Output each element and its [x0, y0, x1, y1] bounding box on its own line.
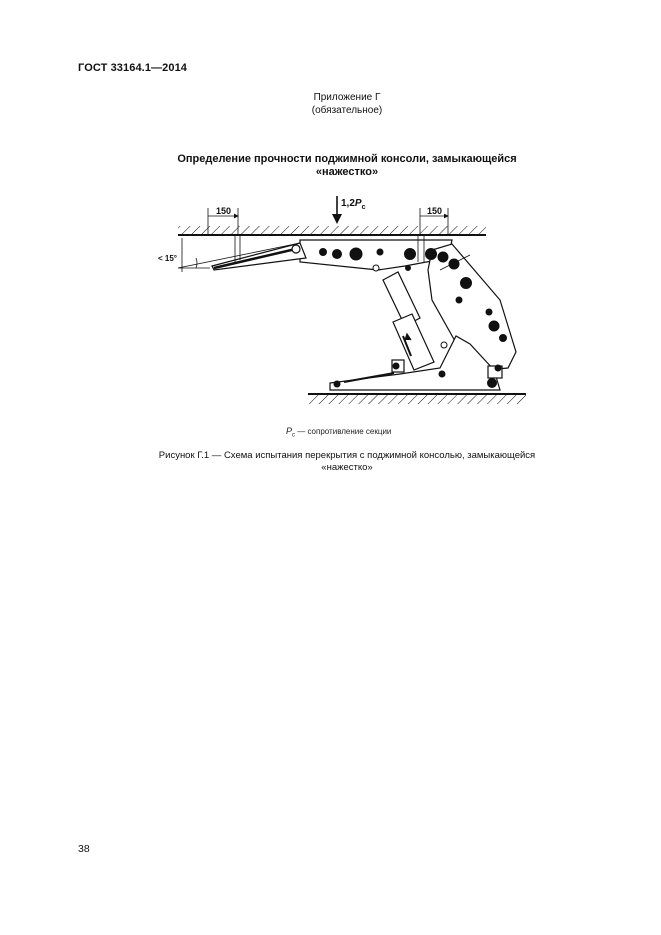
legend-symbol: P	[286, 426, 293, 436]
annex-heading	[0, 91, 661, 117]
figure-caption	[0, 450, 661, 474]
standard-number: ГОСТ 33164.1—2014	[78, 62, 188, 74]
annex-title: Приложение Г	[313, 92, 381, 103]
dimension-left-label: 150	[216, 206, 232, 216]
legend-sub: c	[292, 432, 296, 439]
floor-slab	[308, 394, 526, 404]
force-symbol: P	[354, 198, 362, 209]
angle-label: < 15°	[158, 254, 177, 263]
roof-slab	[178, 226, 486, 235]
force-label	[341, 198, 366, 211]
legend-text: — сопротивление секции	[295, 427, 392, 436]
page-number: 38	[78, 843, 90, 855]
section-title	[0, 153, 661, 179]
hydraulic-leg	[383, 272, 434, 370]
support-test-diagram	[140, 190, 560, 410]
dimension-right-label: 150	[427, 206, 443, 216]
section-title-line2: «нажестко»	[315, 166, 379, 178]
canopy	[212, 236, 452, 270]
section-title-line1: Определение прочности поджимной консоли, замыкающейся	[177, 153, 517, 165]
force-sub: c	[361, 204, 366, 211]
caption-line1: Рисунок Г.1 — Схема испытания перекрытия с поджимной консолью, замыкающейся	[158, 450, 536, 461]
force-coef: 1,2	[341, 198, 355, 209]
legend	[286, 426, 391, 439]
annex-status: (обязательное)	[311, 105, 383, 116]
caption-line2: «нажестко»	[321, 462, 373, 473]
